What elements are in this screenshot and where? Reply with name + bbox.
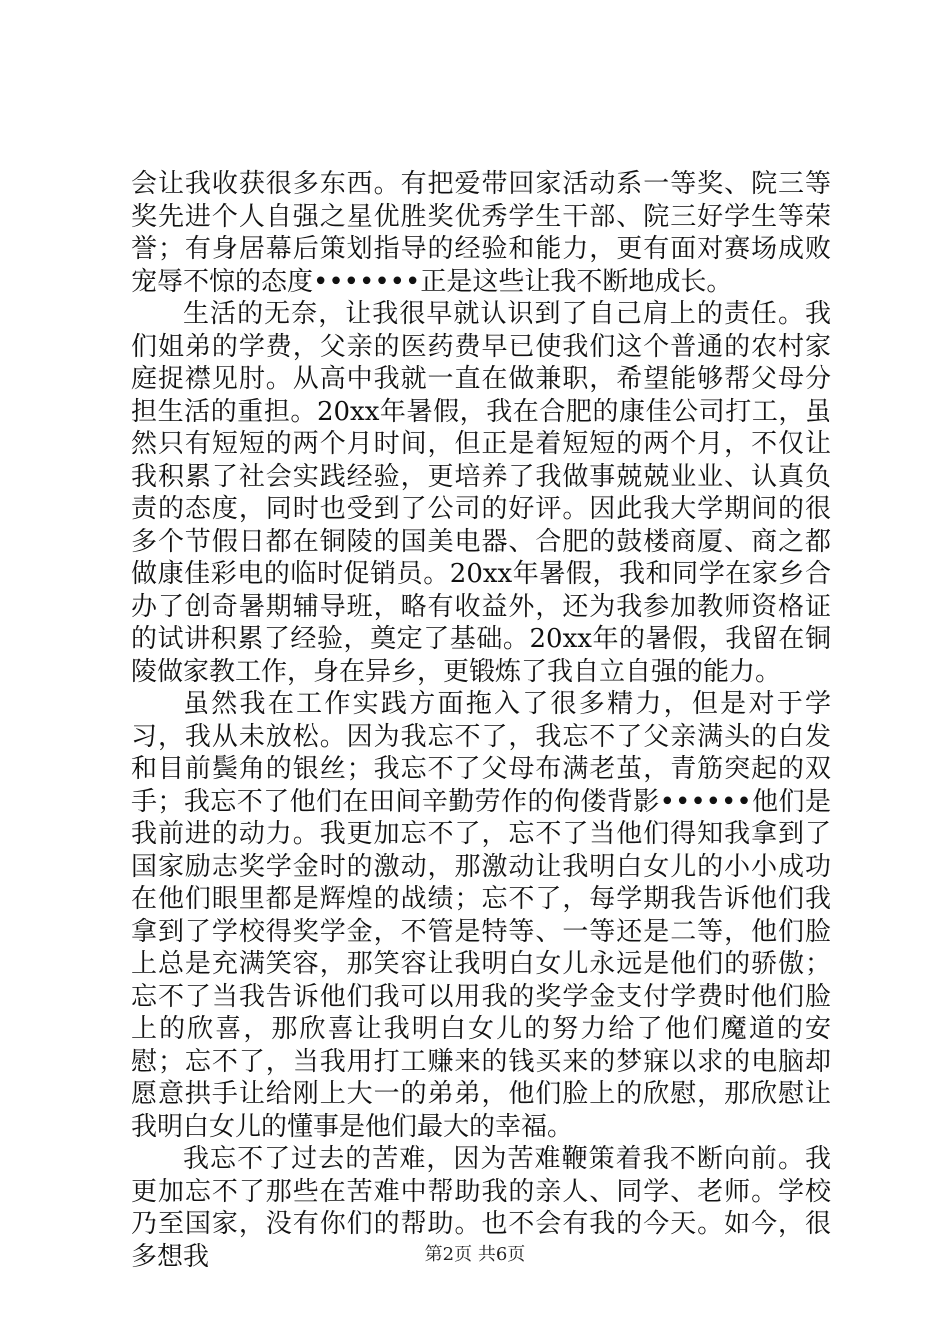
paragraph-responsibility: 生活的无奈，让我很早就认识到了自己肩上的责任。我们姐弟的学费，父亲的医药费早已使我们这个普通的农村家庭捉襟见肘。从高中我就一直在做兼职，希望能够帮父母分担生活的重担。20xx年暑假，我在合肥的康佳公司打工，虽然只有短短的两个月时间，但正是着短短的两个月，不仅让我积累了社会实践经验，更培养了我做事兢兢业业、认真负责的态度，同时也受到了公司的好评。因此我大学期间的很多个节假日都在铜陵的国美电器、合肥的鼓楼商厦、商之都做康佳彩电的临时促销员。20xx年暑假，我和同学在家乡合办了创奇暑期辅导班，略有收益外，还为我参加教师资格证的试讲积累了经验，奠定了基础。20xx年的暑假，我留在铜陵做家教工作，身在异乡，更锻炼了我自立自强的能力。 [131, 299, 831, 687]
document-body [131, 168, 831, 1273]
paragraph-study: 虽然我在工作实践方面拖入了很多精力，但是对于学习，我从未放松。因为我忘不了，我忘不了父亲满头的白发和目前鬓角的银丝；我忘不了父母布满老茧，青筋突起的双手；我忘不了他们在田间辛勤劳作的佝偻背影••••••他们是我前进的动力。我更加忘不了，忘不了当他们得知我拿到了国家励志奖学金时的激动，那激动让我明白女儿的小小成功在他们眼里都是辉煌的战绩；忘不了，每学期我告诉他们我拿到了学校得奖学金，不管是特等、一等还是二等，他们脸上总是充满笑容，那笑容让我明白女儿永远是他们的骄傲；忘不了当我告诉他们我可以用我的奖学金支付学费时他们脸上的欣喜，那欣喜让我明白女儿的努力给了他们魔道的安慰；忘不了，当我用打工赚来的钱买来的梦寐以求的电脑却愿意拱手让给刚上大一的弟弟，他们脸上的欣慰，那欣慰让我明白女儿的懂事是他们最大的幸福。 [131, 689, 831, 1142]
paragraph-continuation: 会让我收获很多东西。有把爱带回家活动系一等奖、院三等奖先进个人自强之星优胜奖优秀学生干部、院三好学生等荣誉；有身居幕后策划指导的经验和能力，更有面对赛场成败宠辱不惊的态度•••••••正是这些让我不断地成长。 [131, 169, 831, 297]
paragraph-gratitude: 我忘不了过去的苦难，因为苦难鞭策着我不断向前。我更加忘不了那些在苦难中帮助我的亲人、同学、老师。学校乃至国家，没有你们的帮助。也不会有我的今天。如今，很多想我 [131, 1144, 831, 1272]
page-footer: 第2页 共6页 [424, 1244, 526, 1265]
